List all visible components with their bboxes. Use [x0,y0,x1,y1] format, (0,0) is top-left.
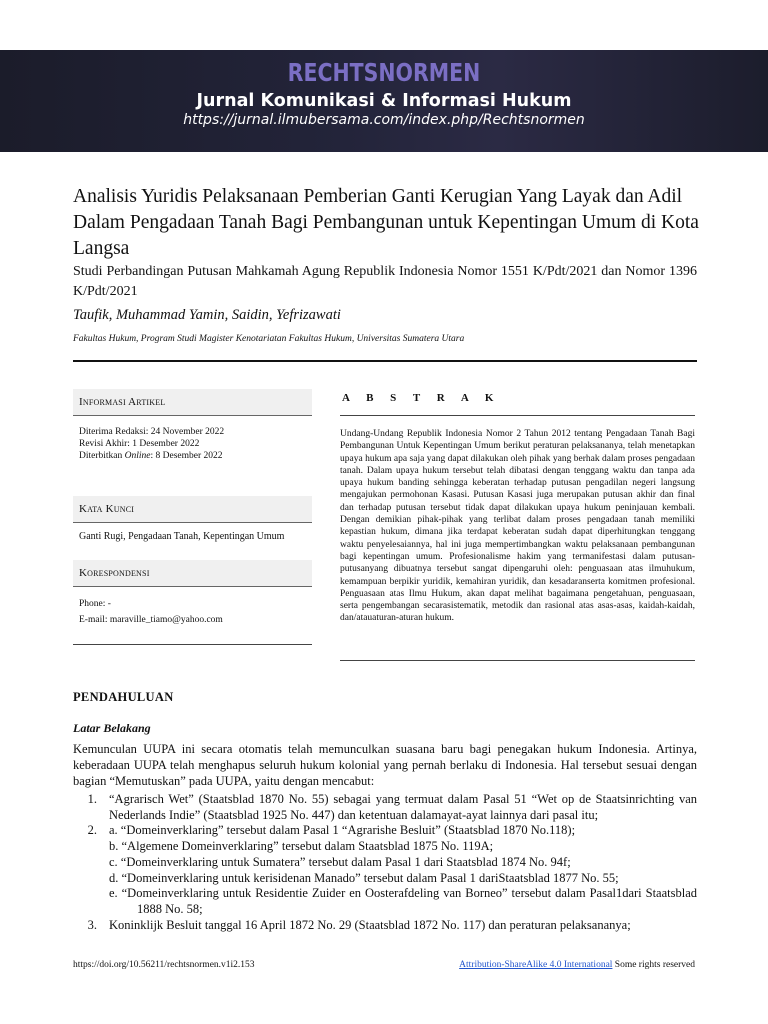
list-item [73,886,697,917]
list-number [73,886,109,917]
section-heading: PENDAHULUAN [73,690,174,704]
published-prefix: Diterbitkan [79,451,125,461]
license-suffix: Some rights reserved [612,960,695,970]
published-date [79,450,306,462]
journal-banner [0,50,768,152]
list-item [73,918,697,934]
published-suffix: : 8 Desember 2022 [150,451,223,461]
article-authors: Taufik, Muhammad Yamin, Saidin, Yefrizawati [73,307,341,323]
journal-subtitle: Jurnal Komunikasi & Informasi Hukum [196,91,572,111]
license-link[interactable]: Attribution-ShareAlike 4.0 International [459,960,613,970]
phone: Phone: - [79,599,111,609]
abstract-text: Undang-Undang Republik Indonesia Nomor 2 Tahun 2012 tentang Pengadaan Tanah Bagi Pembangunan Untuk Kepentingan Umum berikut peraturan pelaksananya, telah menetapkan upaya hukum apa saja yang dapat dilakukan oleh pihak yang berhak dalam proses pengadaan tanah. Dalam upaya hukum tersebut telah dibatasi dengan tenggang waktu dan tanpa ada upaya hukum banding sehingga keberatan terhadap putusan pengadilan negeri langsung mengajukan permohonan Kasasi. Putusan Kasasi juga merupakan putusan akhir dan final dan terhadap putusan tersebut tidak dapat dilakukan upaya hukum peninjauan kembali. Dengan demikian pihak-pihak yang terlibat dalam proses pengadaan tanah memiliki kepastian hukum, dimana jika terdapat keberatan sudah dapat diperhitungkan tenggang waktu penyelesaiannya, hal ini juga mempertimbangkan waktu pelaksanaan pembangunan bagi kepentingan umum. Profesionalisme hakim yang termanifestasi dalam putusan-putusanyang dibuatnya tersebut sangat dipengaruhi oleh: penguasaan atas ilmuhukum, kemampuan berpikir yuridik, kemahiran yuridik, dan kesadaranserta komitmen profesional. Penguasaan atas Ilmu Hukum, akan dapat melihat bagaimana pengetahuan, penguasaan, serta pengembangan secarasistematik, metodik dan rasional atas asas-asas, kaidah-kaidah, dan/atauaturan-aturan hukum. [340,429,695,624]
info-heading: Informasi Artikel [73,389,312,416]
published-online: Online [124,451,151,461]
list-number: 1. [87,792,97,806]
list-text: a. “Domeinverklaring” tersebut dalam Pasal 1 “Agrarishe Besluit” (Staatsblad 1870 No.118); [109,823,576,838]
info-bottom-rule [73,644,312,645]
list-item [73,871,697,887]
article-title: Analisis Yuridis Pelaksanaan Pemberian Ganti Kerugian Yang Layak dan Adil Dalam Pengadaan Tanah Bagi Pembangunan untuk Kepentingan Umum di Kota Langsa [73,186,699,259]
list-item [73,823,697,839]
article-subtitle: Studi Perbandingan Putusan Mahkamah Agung Republik Indonesia Nomor 1551 K/Pdt/2021 dan Nomor 1396 K/Pdt/2021 [73,264,697,299]
list-text: e. “Domeinverklaring untuk Residentie Zuider en Oosterafdeling van Borneo” tersebut dalam Pasal1dari Staatsblad 1888 No. 58; [109,886,697,916]
abstract-heading: A B S T R A K [340,389,695,416]
footer-license [459,960,695,970]
list-number: 3. [87,917,97,932]
list-text: c. “Domeinverklaring untuk Sumatera” tersebut dalam Pasal 1 dari Staatsblad 1874 No. 94f; [109,854,571,869]
list-number [73,839,109,855]
received-date: Diterima Redaksi: 24 November 2022 [79,427,225,437]
correspondence-heading: Korespondensi [73,560,312,587]
keywords-text: Ganti Rugi, Pengadaan Tanah, Kepentingan Umum [79,531,285,542]
footer-doi[interactable]: https://doi.org/10.56211/rechtsnormen.v1i2.153 [73,960,255,970]
list-item [73,792,697,823]
subsection-heading: Latar Belakang [73,721,151,735]
list-item [73,855,697,871]
correspondence-details [73,587,312,644]
intro-paragraph [73,741,697,789]
article-dates [73,416,312,496]
revised-date: Revisi Akhir: 1 Desember 2022 [79,439,200,449]
list-text: Koninklijk Besluit tanggal 16 April 1872 No. 29 (Staatsblad 1872 No. 117) dan peraturan pelaksananya; [109,917,631,932]
abstract-column [340,389,695,625]
list-text: d. “Domeinverklaring untuk kerisidenan Manado” tersebut dalam Pasal 1 dariStaatsblad 1877 No. 55; [109,870,619,885]
list-text: “Agrarisch Wet” (Staatsblad 1870 No. 55) sebagai yang termuat dalam Pasal 51 “Wet op de Staatsinrichting van Nederlands Indie” (Staatsblad 1925 No. 447) dan ketentuan dalamayat-ayat lainnya dari pasal itu; [109,792,697,822]
list-text: b. “Algemene Domeinverklaring” tersebut dalam Staatsblad 1875 No. 119A; [109,839,494,854]
list-number: 2. [87,823,97,838]
list-item [73,839,697,855]
header-divider [73,360,697,362]
keywords-heading: Kata Kunci [73,496,312,523]
list-number [73,855,109,871]
article-affiliation: Fakultas Hukum, Program Studi Magister Kenotariatan Fakultas Hukum, Universitas Sumatera Utara [73,334,465,344]
paragraph-text: Kemunculan UUPA ini secara otomatis telah memunculkan suasana baru bagi penegakan hukum Indonesia. Artinya, keberadaan UUPA telah menghapus seluruh hukum kolonial yang pernah berlaku di Indonesia. Hal tersebut sesuai dengan bagian “Memutuskan” pada UUPA, yaitu dengan mencabut: [73,742,697,788]
journal-name: RECHTSNORMEN [287,58,481,87]
list-number [73,871,109,887]
email[interactable]: E-mail: maraville_tiamo@yahoo.com [79,615,223,625]
repeal-list [73,792,697,933]
abstract-bottom-rule [340,660,695,661]
journal-url[interactable]: https://jurnal.ilmubersama.com/index.php/Rechtsnormen [183,112,585,128]
article-info-column [73,389,312,645]
